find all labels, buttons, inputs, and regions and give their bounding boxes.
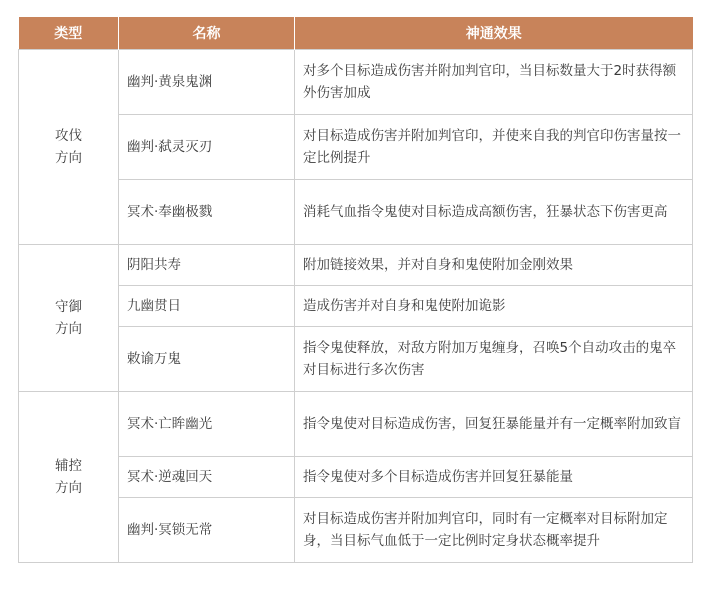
- header-effect: 神通效果: [295, 17, 693, 50]
- type-cell-defense: [19, 245, 119, 392]
- skill-effect: 消耗气血指令鬼使对目标造成高额伤害，狂暴状态下伤害更高: [295, 180, 693, 245]
- table-row: [19, 392, 693, 457]
- header-type: 类型: [19, 17, 119, 50]
- skill-name: 冥术·奉幽极戮: [119, 180, 295, 245]
- skill-name: 冥术·亡眸幽光: [119, 392, 295, 457]
- type-label-line2: 方向: [55, 480, 82, 496]
- skill-effect: 造成伤害并对自身和鬼使附加诡影: [295, 286, 693, 327]
- table-row: [19, 498, 693, 563]
- skill-name: 幽判·冥锁无常: [119, 498, 295, 563]
- table-row: [19, 180, 693, 245]
- skill-effect: 对目标造成伤害并附加判官印，并使来自我的判官印伤害量按一定比例提升: [295, 115, 693, 180]
- table-row: [19, 115, 693, 180]
- skill-effect: 对多个目标造成伤害并附加判官印，当目标数量大于2时获得额外伤害加成: [295, 50, 693, 115]
- skill-effect: 指令鬼使释放，对敌方附加万鬼缠身，召唤5个自动攻击的鬼卒对目标进行多次伤害: [295, 327, 693, 392]
- skill-name: 冥术·逆魂回天: [119, 457, 295, 498]
- type-label-line1: 攻伐: [55, 128, 82, 144]
- type-cell-control: [19, 392, 119, 563]
- skill-name: 九幽贯日: [119, 286, 295, 327]
- table-row: [19, 50, 693, 115]
- table-row: [19, 327, 693, 392]
- skill-name: 幽判·弑灵灭刃: [119, 115, 295, 180]
- type-cell-attack: [19, 50, 119, 245]
- skill-name: 敕谕万鬼: [119, 327, 295, 392]
- skill-name: 阴阳共寿: [119, 245, 295, 286]
- skills-table-container: [18, 17, 692, 563]
- skill-effect: 对目标造成伤害并附加判官印，同时有一定概率对目标附加定身，当目标气血低于一定比例时定身状态概率提升: [295, 498, 693, 563]
- header-name: 名称: [119, 17, 295, 50]
- table-row: [19, 286, 693, 327]
- type-label-line1: 守御: [55, 299, 82, 315]
- skill-name: 幽判·黄泉鬼渊: [119, 50, 295, 115]
- type-label-line1: 辅控: [55, 458, 82, 474]
- table-row: [19, 457, 693, 498]
- skill-effect: 附加链接效果，并对自身和鬼使附加金刚效果: [295, 245, 693, 286]
- skill-effect: 指令鬼使对多个目标造成伤害并回复狂暴能量: [295, 457, 693, 498]
- skills-table: [18, 17, 693, 563]
- table-row: [19, 245, 693, 286]
- type-label-line2: 方向: [55, 150, 82, 166]
- type-label-line2: 方向: [55, 321, 82, 337]
- skill-effect: 指令鬼使对目标造成伤害，回复狂暴能量并有一定概率附加致盲: [295, 392, 693, 457]
- header-row: [19, 17, 693, 50]
